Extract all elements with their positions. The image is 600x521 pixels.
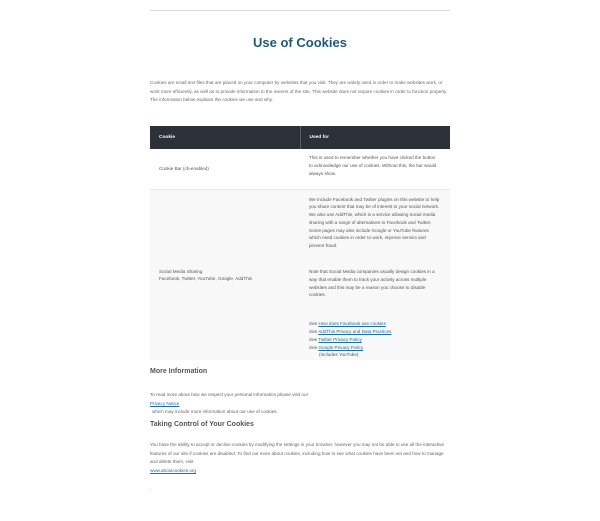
intro-paragraph: Cookies are small text files that are placed on your computer by websites that you visit. They are widely used in order to make websites work, or work more efficiently, as well as to provide information to the owners of the site. This website does not require cookies in order to function properly. The information below explains the cookies we use and why. — [150, 80, 448, 103]
cookie-name-line: Social Media Sharing — [159, 268, 203, 274]
cut-off-text: (Includes YouTube) — [319, 352, 359, 358]
addthis-privacy-link[interactable]: AddThis Privacy and Data Practices — [318, 329, 392, 335]
facebook-cookies-link[interactable]: How does Facebook use cookies — [318, 321, 386, 327]
google-privacy-link[interactable]: Google Privacy Policy — [318, 344, 364, 350]
more-info-heading: More Information — [150, 368, 208, 375]
description-note: Note that Social Media companies usually design cookies in a way that enable them to track your activity across multiple websites and this may be a reason you choose to disable cookies. — [309, 269, 435, 298]
aboutcookies-link[interactable]: www.aboutcookies.org — [150, 467, 196, 473]
cookie-name — [150, 189, 300, 360]
more-info-section — [150, 391, 450, 417]
link-line: See Google Privacy Policy — [309, 344, 364, 350]
twitter-privacy-link[interactable]: Twitter Privacy Policy — [318, 336, 362, 342]
cookie-providers: Facebook, Twitter, YouTube, Google, AddThis — [159, 275, 252, 281]
cookie-description — [300, 189, 450, 360]
link-line: See How does Facebook use cookies — [309, 321, 386, 327]
page-title: Use of Cookies — [253, 35, 347, 50]
table-row — [150, 189, 450, 360]
header-cookie: Cookie — [150, 126, 300, 149]
privacy-notice-link[interactable]: Privacy Notice — [150, 400, 180, 406]
control-heading: Taking Control of Your Cookies — [150, 421, 254, 428]
top-divider — [150, 10, 450, 11]
table-header-row — [150, 126, 450, 149]
cookies-table — [150, 126, 450, 360]
control-text: You have the ability to accept or decline cookies by modifying the settings in your browser, however you may not be able to use all the interactive features of our site if cookies are disabled. To find out more about cookies, including how to see what cookies have been set and how to manage and delete them, visit — [150, 442, 444, 465]
cookie-description: This is used to remember whether you have clicked the button to acknowledge our use of cookies. Without this, the bar would always show. — [300, 149, 450, 189]
more-info-text: To read more about how we respect your personal information please visit our: — [150, 392, 310, 397]
link-line: See AddThis Privacy and Data Practices — [309, 329, 392, 335]
more-info-after: which may include more information about our use of cookies. — [152, 409, 278, 415]
control-section — [150, 441, 450, 475]
header-used-for: Used for — [300, 126, 450, 149]
trailing-dot: . — [150, 486, 152, 492]
description-paragraph: We include Facebook and Twitter plugins on this website to help you share content that may be of interest to your social network. We also use AddThis, which is a service allowing social media sharing with a range of alternatives to Facebook and Twitter. Some pages may also include Google or YouTube features which need cookies in order to work, improve service and prevent fraud. — [309, 196, 440, 249]
cookie-name: Cookie Bar (cb-enabled) — [150, 149, 300, 189]
table-row — [150, 149, 450, 189]
link-line: See Twitter Privacy Policy — [309, 336, 362, 342]
